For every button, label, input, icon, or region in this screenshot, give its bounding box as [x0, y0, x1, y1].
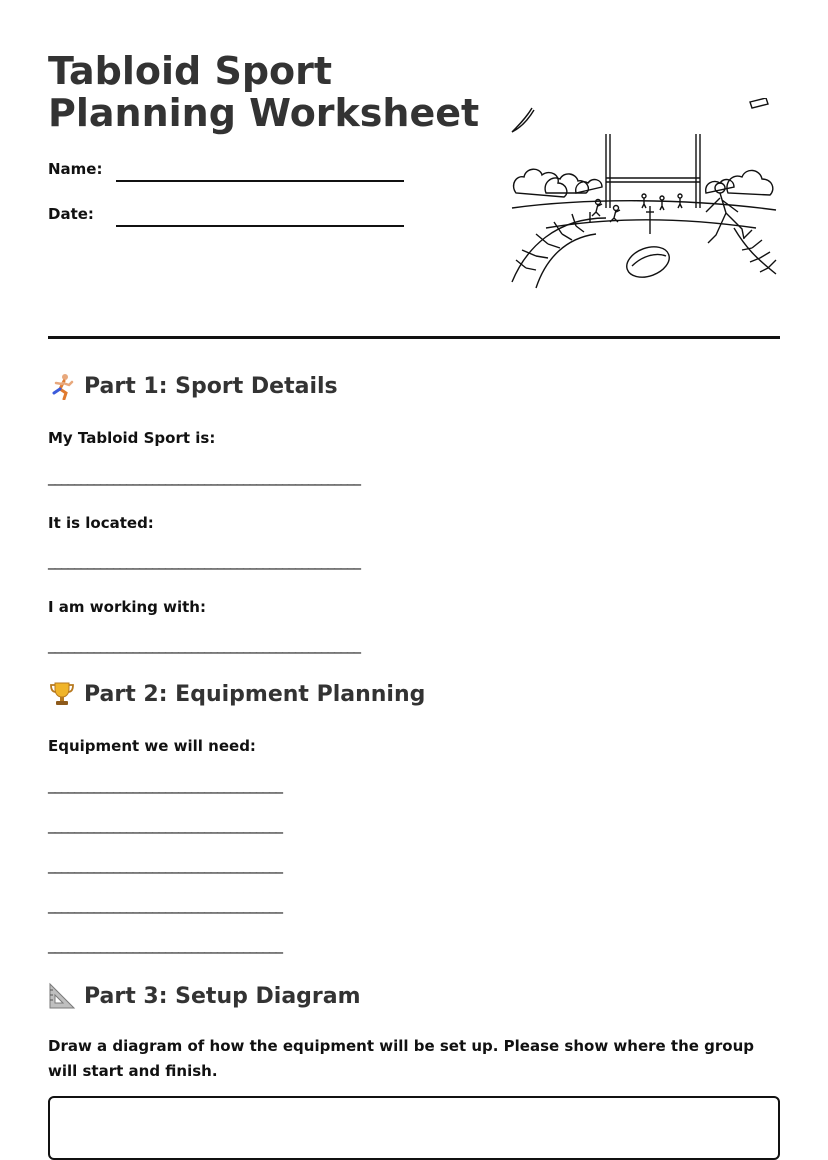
sport-question-label: My Tabloid Sport is: [48, 429, 216, 447]
triangle-ruler-icon [48, 982, 76, 1010]
diagram-instruction: Draw a diagram of how the equipment will be set up. Please show where the group will start and finish. [48, 1037, 755, 1080]
partner-question-label: I am working with: [48, 598, 206, 616]
equipment-line-5[interactable]: ____________________________________ [48, 936, 282, 954]
diagram-drawing-area[interactable] [48, 1096, 780, 1160]
date-label: Date: [48, 205, 94, 223]
runner-icon [48, 372, 76, 400]
name-field[interactable] [116, 180, 404, 182]
equipment-label: Equipment we will need: [48, 737, 256, 755]
location-question-label: It is located: [48, 514, 154, 532]
part1-heading [48, 372, 338, 400]
part1-heading-text: Part 1: Sport Details [84, 373, 338, 399]
location-answer-line[interactable]: ________________________________________________ [48, 552, 360, 570]
equipment-line-2[interactable]: ____________________________________ [48, 816, 282, 834]
equipment-line-4[interactable]: ____________________________________ [48, 896, 282, 914]
part3-heading-text: Part 3: Setup Diagram [84, 983, 361, 1009]
part2-heading-text: Part 2: Equipment Planning [84, 681, 426, 707]
part3-heading [48, 982, 361, 1010]
date-field[interactable] [116, 225, 404, 227]
sport-answer-line[interactable]: ________________________________________________ [48, 468, 360, 486]
part2-heading [48, 680, 425, 708]
trophy-icon [48, 680, 76, 708]
page-title: Tabloid Sport Planning Worksheet [48, 49, 480, 135]
rugby-field-illustration [506, 98, 782, 290]
name-label: Name: [48, 160, 103, 178]
header-divider [48, 336, 780, 339]
equipment-line-3[interactable]: ____________________________________ [48, 856, 282, 874]
partner-answer-line[interactable]: ________________________________________________ [48, 636, 360, 654]
equipment-line-1[interactable]: ____________________________________ [48, 776, 282, 794]
